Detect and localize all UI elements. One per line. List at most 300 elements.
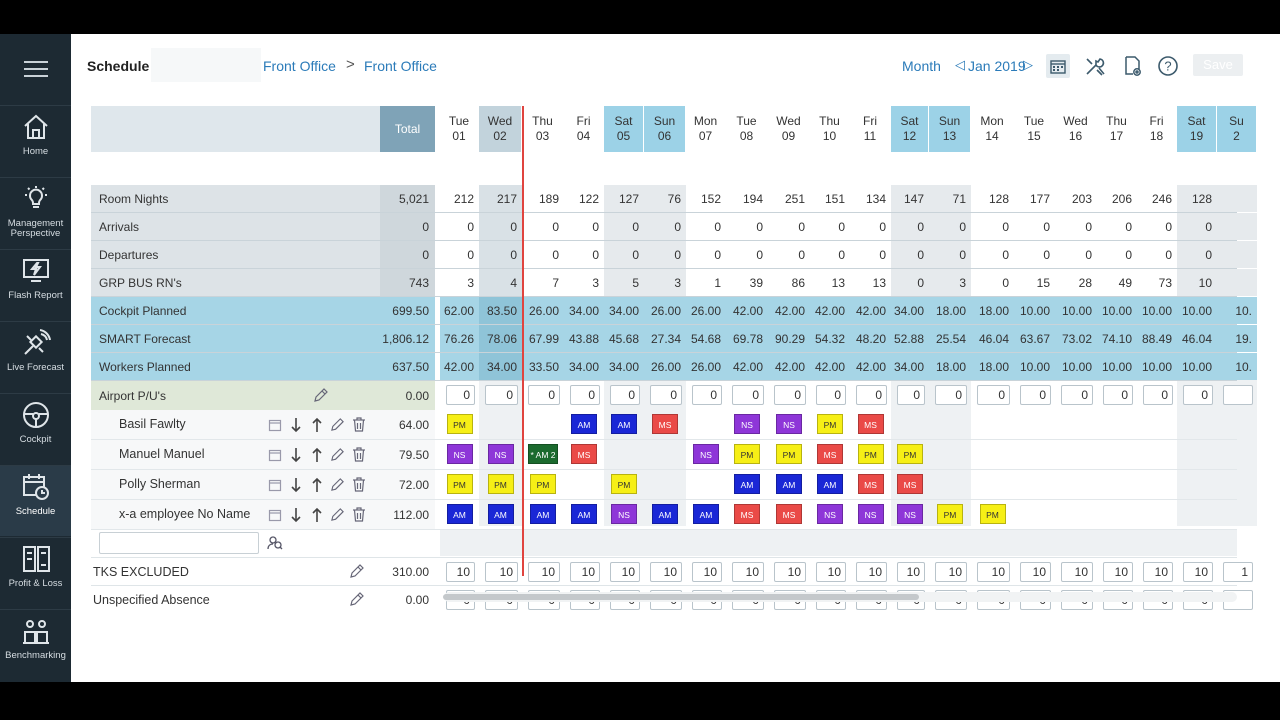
shift-chip[interactable]: AM [693,504,719,524]
doc-settings-icon[interactable] [1120,54,1144,78]
day-header[interactable] [564,106,604,152]
stat-cell: 0 [686,241,726,268]
airport-input[interactable]: 0 [650,385,682,405]
stat-cell: 10.00 [1014,297,1055,324]
stat-cell: 212 [440,185,479,212]
day-header[interactable] [479,106,522,152]
stat-row-label: Departures [91,241,380,268]
stat-cell: 10.00 [1097,353,1137,380]
day-of-week: Fri [863,114,877,128]
stat-cell: 34.00 [891,353,929,380]
stat-cell: 0 [1097,213,1137,240]
day-header[interactable] [686,106,726,152]
stat-cell: 90.29 [768,325,810,352]
stat-cell: 3 [929,269,971,296]
stat-cell: 34.00 [604,353,644,380]
stat-cell: 0 [768,213,810,240]
airport-input[interactable]: 0 [856,385,887,405]
day-header[interactable] [522,106,564,152]
stat-cell: 0 [971,241,1014,268]
shift-chip[interactable]: NS [693,444,719,464]
shift-chip[interactable]: AM [776,474,802,494]
airport-input[interactable]: 0 [570,385,600,405]
day-header[interactable] [1217,106,1257,152]
stat-cell: 25.54 [929,325,971,352]
shift-chip[interactable]: PM [937,504,963,524]
stat-cell: 0 [440,241,479,268]
stat-cell: 42.00 [768,353,810,380]
absence-input[interactable]: 10 [935,562,967,582]
shift-chip[interactable]: MS [652,414,678,434]
airport-input[interactable]: 0 [977,385,1010,405]
stat-cell: 10.00 [1097,297,1137,324]
day-header[interactable] [726,106,768,152]
profit-loss-icon [0,544,71,577]
shift-chip[interactable]: MS [858,474,884,494]
employee-total: 79.50 [398,447,429,462]
edit-pencil-icon[interactable] [330,507,345,522]
shift-chip[interactable]: PM [530,474,556,494]
stat-cell: 3 [644,269,686,296]
trash-icon[interactable] [351,447,366,462]
shift-chip[interactable]: PM [734,444,760,464]
move-up-icon[interactable] [309,447,324,462]
stat-cell: 0 [644,241,686,268]
shift-chip[interactable]: NS [776,414,802,434]
shift-chip[interactable]: NS [488,444,514,464]
day-of-week: Thu [819,114,840,128]
day-header[interactable] [810,106,850,152]
day-number: 11 [863,129,877,143]
edit-pencil-icon[interactable] [330,477,345,492]
stat-cell: 19. [1217,325,1257,352]
stat-cell: 88.49 [1137,325,1177,352]
edit-pencil-icon[interactable] [330,447,345,462]
shift-chip[interactable]: MS [858,414,884,434]
stat-cell: 0 [522,241,564,268]
stat-cell: 128 [971,185,1014,212]
shift-chip[interactable]: MS [897,474,923,494]
stat-cell: 0 [768,241,810,268]
stat-cell: 189 [522,185,564,212]
sidebar-item-home[interactable] [0,105,71,176]
stat-cell: 3 [564,269,604,296]
airport-input[interactable] [1223,385,1253,405]
stat-cell: 0 [971,213,1014,240]
stat-cell: 217 [479,185,522,212]
absence-input[interactable]: 10 [528,562,560,582]
stat-row-label: Arrivals [91,213,380,240]
menu-button[interactable] [0,34,71,104]
day-of-week: Tue [448,114,470,128]
shift-chip[interactable]: PM [447,474,473,494]
airport-input[interactable]: 0 [528,385,560,405]
save-button[interactable]: Save [1193,54,1243,76]
flash-icon [0,256,71,289]
move-up-icon[interactable] [309,507,324,522]
day-number: 06 [657,129,672,143]
stat-cell: 10.00 [1177,297,1217,324]
shift-chip[interactable]: MS [776,504,802,524]
breadcrumb-front-office-2[interactable]: Front Office [364,58,437,74]
airport-row-total: 0.00 [405,388,429,403]
shift-chip[interactable]: AM [530,504,556,524]
sidebar-item-cockpit[interactable] [0,393,71,464]
stat-row-label: SMART Forecast [91,325,380,352]
day-header[interactable] [850,106,891,152]
stat-cell: 194 [726,185,768,212]
total-column-header: Total [380,106,435,152]
stat-cell: 26.00 [644,297,686,324]
absence-row-total: 310.00 [392,564,429,579]
stat-cell: 203 [1055,185,1097,212]
shift-chip[interactable]: AM [571,414,597,434]
absence-input[interactable]: 10 [816,562,846,582]
airport-input[interactable]: 0 [1020,385,1051,405]
day-number: 12 [902,129,917,143]
stat-cell: 127 [604,185,644,212]
day-header[interactable] [1137,106,1177,152]
stat-cell: 0 [1137,241,1177,268]
absence-input[interactable]: 10 [570,562,600,582]
calendar-icon[interactable] [267,417,282,432]
absence-input[interactable]: 10 [692,562,722,582]
absence-input[interactable]: 10 [774,562,806,582]
shift-chip[interactable]: NS [817,504,843,524]
stat-cell: 0 [850,213,891,240]
stat-cell: 43.88 [564,325,604,352]
airport-input[interactable]: 0 [897,385,925,405]
day-number: 04 [576,129,591,143]
day-number: 03 [535,129,550,143]
day-of-week: Mon [980,114,1004,128]
stat-cell: 0 [891,241,929,268]
day-of-week: Mon [693,114,718,128]
absence-input[interactable]: 10 [485,562,518,582]
day-number: 19 [1189,129,1204,143]
stat-cell: 42.00 [440,353,479,380]
airport-input[interactable]: 0 [610,385,640,405]
employee-name[interactable]: Manuel Manuel [119,447,205,461]
sidebar-item-flash-report[interactable] [0,249,71,320]
shift-chip[interactable]: PM [980,504,1006,524]
stat-cell: 18.00 [971,353,1014,380]
day-number: 05 [616,129,631,143]
edit-tks-pencil-icon[interactable] [349,563,365,584]
absence-row-label: Unspecified Absence [93,592,210,607]
stat-cell: 152 [686,185,726,212]
day-header[interactable] [644,106,686,152]
trash-icon[interactable] [351,477,366,492]
stat-cell: 0 [1055,241,1097,268]
sidebar-item-management-perspective[interactable] [0,177,71,248]
sidebar-item-label: Benchmarking [5,650,66,661]
day-header[interactable] [929,106,971,152]
day-of-week: Sun [938,114,961,128]
airport-input[interactable]: 0 [446,385,475,405]
sidebar-item-label: Cockpit [19,434,52,445]
employee-total: 72.00 [398,477,429,492]
shift-chip[interactable]: NS [897,504,923,524]
move-down-icon[interactable] [288,447,303,462]
stat-cell: 42.00 [850,353,891,380]
stat-cell: 0 [850,241,891,268]
employee-actions [267,447,366,462]
day-header[interactable] [768,106,810,152]
stat-row-total: 0 [380,241,435,268]
stat-cell: 0 [564,241,604,268]
airport-input[interactable]: 0 [1183,385,1213,405]
row-header-corner [91,106,380,152]
stat-cell: 5 [604,269,644,296]
day-number: 01 [452,129,466,143]
sidebar-item-label: Live Forecast [6,362,65,373]
stat-cell: 76.26 [440,325,479,352]
absence-input[interactable]: 10 [650,562,682,582]
shift-chip[interactable]: PM [776,444,802,464]
day-header[interactable] [1055,106,1097,152]
absence-input[interactable]: 10 [732,562,764,582]
absence-input[interactable]: 10 [1020,562,1051,582]
stat-cell: 0 [929,241,971,268]
absence-row-label: TKS EXCLUDED [93,564,189,579]
absence-input[interactable]: 1 [1223,562,1253,582]
shift-chip[interactable]: * AM 2 [528,444,558,464]
stat-cell: 0 [479,213,522,240]
stat-cell: 15 [1014,269,1055,296]
shift-chip[interactable]: MS [571,444,597,464]
day-header[interactable] [971,106,1014,152]
shift-chip[interactable]: NS [734,414,760,434]
svg-text:?: ? [1164,58,1172,74]
absence-input[interactable]: 10 [856,562,887,582]
stat-row-label: Workers Planned [91,353,380,380]
breadcrumb-front-office-1[interactable]: Front Office [263,58,336,74]
airport-input[interactable]: 0 [732,385,764,405]
airport-input[interactable]: 0 [816,385,846,405]
day-of-week: Fri [1149,114,1164,128]
day-header[interactable] [1014,106,1055,152]
day-of-week: Wed [776,114,801,128]
edit-airport-pencil-icon[interactable] [313,387,329,408]
shift-chip[interactable]: AM [447,504,473,524]
day-of-week: Tue [1023,114,1045,128]
shift-chip[interactable]: NS [447,444,473,464]
day-header[interactable] [440,106,479,152]
hamburger-icon [23,60,49,78]
shift-chip[interactable]: NS [611,504,637,524]
prev-month-icon[interactable]: ◁ [955,57,965,72]
absence-input[interactable]: 10 [1103,562,1133,582]
sidebar [0,34,71,682]
shift-chip[interactable]: PM [897,444,923,464]
calendar-icon[interactable] [1046,54,1070,78]
move-up-icon[interactable] [309,477,324,492]
stat-cell: 34.00 [479,353,522,380]
calendar-icon[interactable] [267,507,282,522]
stat-cell: 7 [522,269,564,296]
sidebar-item-label: Home [22,146,49,157]
day-number: 13 [942,129,957,143]
stat-cell: 0 [564,213,604,240]
airport-input[interactable]: 0 [1061,385,1093,405]
stat-cell: 13 [850,269,891,296]
stat-cell: 26.00 [686,353,726,380]
stat-cell: 0 [479,241,522,268]
shift-chip[interactable]: PM [488,474,514,494]
absence-input[interactable]: 10 [977,562,1010,582]
stat-cell: 246 [1137,185,1177,212]
edit-unspecified-pencil-icon[interactable] [349,591,365,612]
stat-cell: 73 [1137,269,1177,296]
stat-row-total: 1,806.12 [380,325,435,352]
sidebar-item-profit-loss[interactable] [0,537,71,608]
absence-input[interactable]: 10 [1061,562,1093,582]
edit-pencil-icon[interactable] [330,417,345,432]
day-number: 10 [822,129,837,143]
stat-cell: 34.00 [891,297,929,324]
airport-input[interactable]: 0 [1103,385,1133,405]
absence-input[interactable]: 10 [610,562,640,582]
stat-cell: 26.00 [686,297,726,324]
day-number: 15 [1027,129,1041,143]
shift-chip[interactable]: AM [734,474,760,494]
calendar-icon[interactable] [267,477,282,492]
day-of-week: Fri [576,114,591,128]
stat-cell: 0 [604,241,644,268]
absence-input[interactable]: 10 [1143,562,1173,582]
airport-input[interactable]: 0 [1143,385,1173,405]
sidebar-item-benchmarking[interactable] [0,609,71,680]
absence-input[interactable]: 10 [897,562,925,582]
stat-cell: 4 [479,269,522,296]
day-header[interactable] [604,106,644,152]
stat-cell: 26.00 [522,297,564,324]
day-header[interactable] [1097,106,1137,152]
employee-name[interactable]: Polly Sherman [119,477,201,491]
tools-icon[interactable] [1083,54,1107,78]
stat-cell: 10.00 [1055,297,1097,324]
absence-input[interactable]: 10 [1183,562,1213,582]
shift-chip[interactable]: AM [652,504,678,524]
airport-input[interactable]: 0 [774,385,806,405]
stat-cell: 10 [1177,269,1217,296]
shift-chip[interactable]: PM [447,414,473,434]
scrollbar-thumb[interactable] [443,594,919,600]
stat-cell: 54.68 [686,325,726,352]
airport-input[interactable]: 0 [485,385,518,405]
stat-cell [1217,269,1257,296]
absence-input[interactable]: 10 [446,562,475,582]
stat-row-total: 5,021 [380,185,435,212]
move-down-icon[interactable] [288,477,303,492]
shift-chip[interactable]: AM [488,504,514,524]
stat-cell: 78.06 [479,325,522,352]
day-of-week: Sat [1187,114,1206,128]
stat-cell: 52.88 [891,325,929,352]
day-header[interactable] [1177,106,1217,152]
stat-cell: 83.50 [479,297,522,324]
add-row-bg [440,530,1237,556]
employee-name[interactable]: Basil Fawlty [119,417,186,431]
trash-icon[interactable] [351,507,366,522]
employee-total: 64.00 [398,417,429,432]
day-of-week: Tue [736,114,757,128]
move-down-icon[interactable] [288,507,303,522]
stat-cell: 0 [929,213,971,240]
calendar-clock-icon [0,472,71,505]
calendar-icon[interactable] [267,447,282,462]
help-icon[interactable] [1156,54,1180,78]
shift-chip[interactable]: PM [817,414,843,434]
move-down-icon[interactable] [288,417,303,432]
stat-row-total: 699.50 [380,297,435,324]
shift-chip[interactable]: NS [858,504,884,524]
move-up-icon[interactable] [309,417,324,432]
stat-cell: 177 [1014,185,1055,212]
shift-chip[interactable]: PM [858,444,884,464]
sidebar-item-schedule[interactable] [0,465,71,536]
stat-cell: 0 [971,269,1014,296]
stat-cell: 73.02 [1055,325,1097,352]
shift-chip[interactable]: MS [734,504,760,524]
add-employee-input[interactable] [99,532,259,554]
stat-cell: 147 [891,185,929,212]
stat-cell [1217,241,1257,268]
stat-cell: 0 [891,269,929,296]
stat-cell: 34.00 [564,297,604,324]
sidebar-item-label: Schedule [15,506,56,517]
shift-chip[interactable]: AM [571,504,597,524]
stat-cell: 0 [726,213,768,240]
stat-cell: 69.78 [726,325,768,352]
stat-row-total: 637.50 [380,353,435,380]
app-window [0,34,1280,682]
sidebar-item-live-forecast[interactable] [0,321,71,392]
home-icon [0,112,71,145]
day-of-week: Thu [532,114,553,128]
day-of-week: Sat [900,114,919,128]
page-title: Schedule [87,58,150,74]
employee-actions [267,417,366,432]
stat-cell: 1 [686,269,726,296]
shift-chip[interactable]: MS [817,444,843,464]
shift-chip[interactable]: AM [817,474,843,494]
view-month-button[interactable]: Month [902,58,941,74]
search-person-icon[interactable] [267,536,283,555]
today-marker [522,106,524,576]
stat-cell: 26.00 [644,353,686,380]
airport-input[interactable]: 0 [692,385,722,405]
day-of-week: Sat [614,114,633,128]
employee-name[interactable]: x-a employee No Name [119,507,251,521]
stat-cell: 54.32 [810,325,850,352]
airport-input[interactable]: 0 [935,385,967,405]
stat-row-label: Room Nights [91,185,380,212]
breadcrumb-separator: > [346,56,355,73]
day-of-week: Sun [653,114,676,128]
shift-chip[interactable]: PM [611,474,637,494]
airport-row-label: Airport P/U's [99,388,166,403]
stat-cell: 46.04 [971,325,1014,352]
day-of-week: Su [1229,114,1244,128]
stat-cell: 62.00 [440,297,479,324]
day-header[interactable] [891,106,929,152]
next-month-icon[interactable]: ▷ [1023,57,1033,72]
trash-icon[interactable] [351,417,366,432]
lightbulb-icon [0,184,71,217]
shift-chip[interactable]: AM [611,414,637,434]
